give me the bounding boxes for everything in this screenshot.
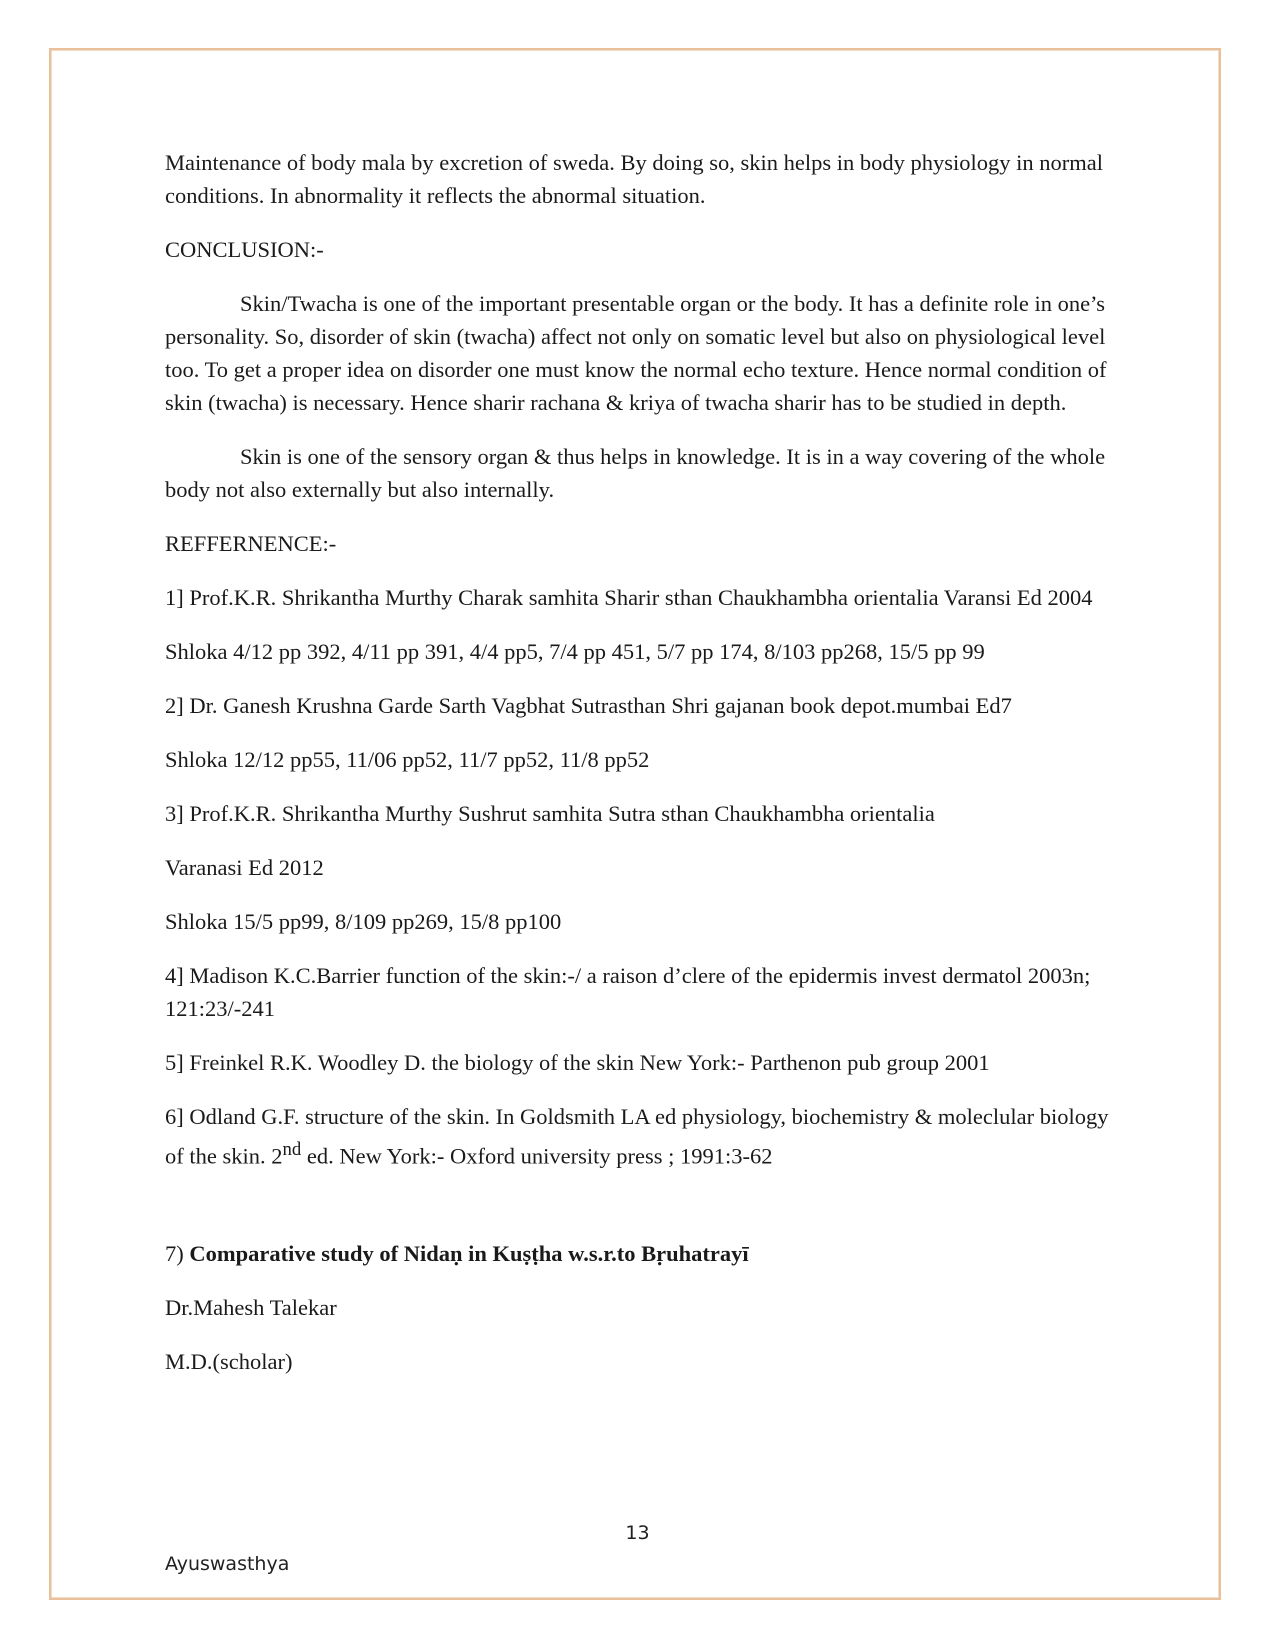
next-article-title bbox=[165, 1237, 1125, 1270]
reference-entry: 5] Freinkel R.K. Woodley D. the biology of the skin New York:- Parthenon pub group 2001 bbox=[165, 1050, 990, 1075]
reference-entry: Shloka 15/5 pp99, 8/109 pp269, 15/8 pp100 bbox=[165, 909, 562, 934]
reference-6-text: 6] Odland G.F. structure of the skin. In Goldsmith LA ed physiology, biochemistry & moleclular biology of the skin. 2 bbox=[165, 1104, 1109, 1169]
document-body bbox=[165, 146, 1125, 1399]
reference-entry-6 bbox=[165, 1100, 1125, 1173]
reference-entry: Shloka 4/12 pp 392, 4/11 pp 391, 4/4 pp5, 7/4 pp 451, 5/7 pp 174, 8/103 pp268, 15/5 pp 99 bbox=[165, 639, 985, 664]
intro-paragraph: Maintenance of body mala by excretion of sweda. By doing so, skin helps in body physiology in normal conditions. In abnormality it reflects the abnormal situation. bbox=[165, 150, 1103, 208]
reference-entry: 2] Dr. Ganesh Krushna Garde Sarth Vagbhat Sutrasthan Shri gajanan book depot.mumbai Ed7 bbox=[165, 693, 1012, 718]
footer-journal-name: Ayuswasthya bbox=[165, 1553, 290, 1575]
reference-entry: 1] Prof.K.R. Shrikantha Murthy Charak samhita Sharir sthan Chaukhambha orientalia Varansi Ed 2004 bbox=[165, 585, 1093, 610]
reference-6-superscript: nd bbox=[282, 1139, 302, 1160]
reference-entry: 4] Madison K.C.Barrier function of the skin:-/ a raison d’clere of the epidermis invest dermatol 2003n; 121:23/-241 bbox=[165, 963, 1091, 1021]
article-author: Dr.Mahesh Talekar bbox=[165, 1294, 337, 1320]
conclusion-paragraph-2: Skin is one of the sensory organ & thus helps in knowledge. It is in a way covering of the whole body not also externally but also internally. bbox=[165, 444, 1106, 502]
reference-6-text-end: ed. New York:- Oxford university press ; 1991:3-62 bbox=[301, 1143, 773, 1169]
references-heading: REFFERNENCE:- bbox=[165, 531, 337, 556]
conclusion-heading: CONCLUSION:- bbox=[165, 237, 324, 262]
article-number: 7) bbox=[165, 1240, 190, 1266]
article-title: Comparative study of Nidaṇ in Kuṣṭha w.s.r.to Bṛuhatrayī bbox=[189, 1240, 749, 1266]
conclusion-paragraph-1: Skin/Twacha is one of the important presentable organ or the body. It has a definite role in one’s personality. So, disorder of skin (twacha) affect not only on somatic level but also on physiological level too. To get a proper idea on disorder one must know the normal echo texture. Hence normal condition of skin (twacha) is necessary. Hence sharir rachana & kriya of twacha sharir has to be studied in depth. bbox=[165, 291, 1107, 415]
reference-entry: Varanasi Ed 2012 bbox=[165, 855, 324, 880]
article-designation: M.D.(scholar) bbox=[165, 1348, 293, 1374]
reference-entry: Shloka 12/12 pp55, 11/06 pp52, 11/7 pp52, 11/8 pp52 bbox=[165, 747, 650, 772]
page-number: 13 bbox=[625, 1522, 650, 1544]
reference-entry: 3] Prof.K.R. Shrikantha Murthy Sushrut samhita Sutra sthan Chaukhambha orientalia bbox=[165, 801, 935, 826]
